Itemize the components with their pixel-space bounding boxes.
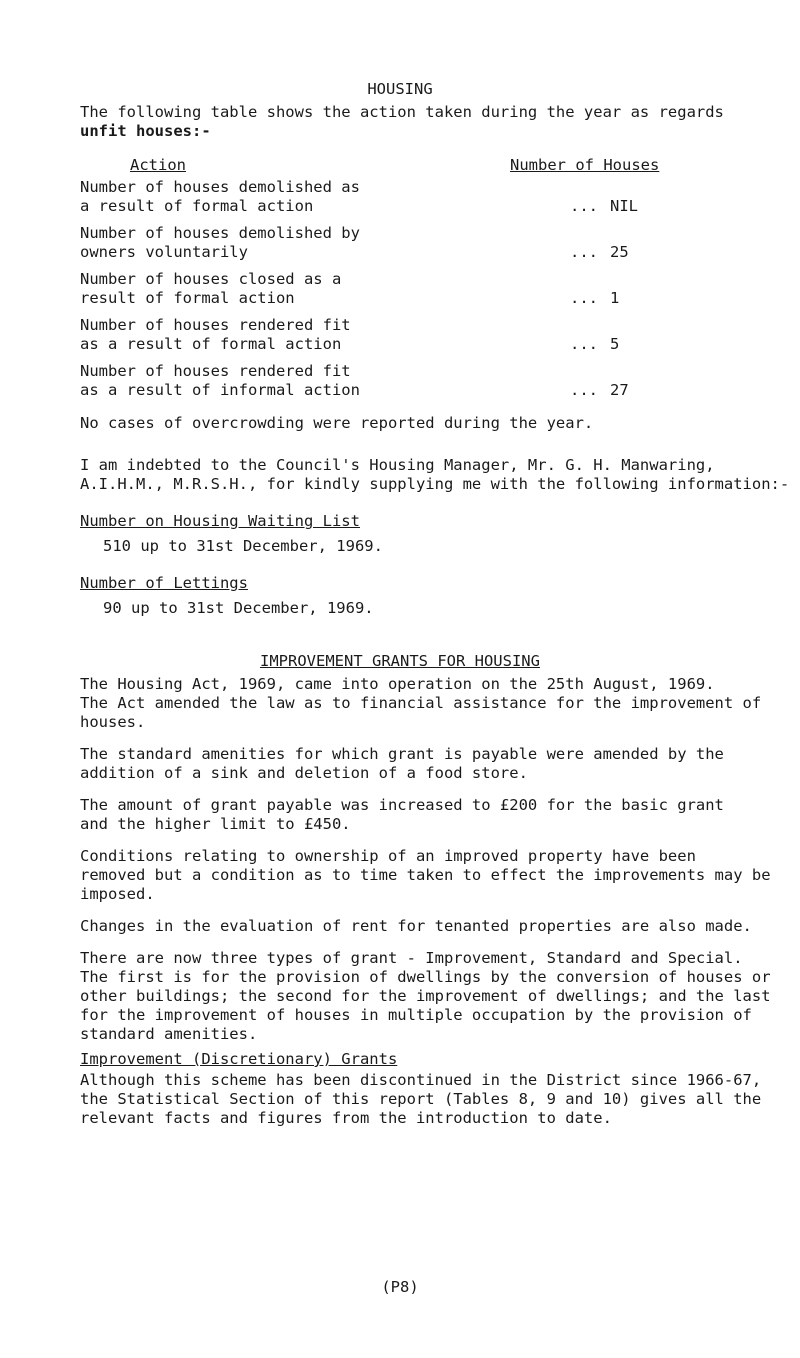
paragraph: There are now three types of grant - Improvement, Standard and Special. The first is for the provision of dwellings by the conversion of houses or other buildings; the second for the improvement of dwellings; and the last for the improvement of houses in multiple occupation by the provision of standard amenities. [80,949,771,1043]
lettings-value: 90 up to 31st December, 1969. [103,599,374,617]
overcrowding-statement: No cases of overcrowding were reported during the year. [80,414,594,432]
table-header-number: Number of Houses [510,156,660,174]
page-number: (P8) [381,1278,419,1296]
section-heading-grants: IMPROVEMENT GRANTS FOR HOUSING [260,652,540,670]
paragraph: Changes in the evaluation of rent for tenanted properties are also made. [80,917,752,935]
waiting-list-value: 510 up to 31st December, 1969. [103,537,383,555]
intro-line: unfit houses:- [80,122,211,140]
table-row-value: ... 1 [570,289,620,307]
acknowledgement: I am indebted to the Council's Housing Manager, Mr. G. H. Manwaring, A.I.H.M., M.R.S.H., for kindly supplying me with the following information:- [80,456,790,493]
table-row-value: ... 27 [570,381,629,399]
table-row-label: Number of houses closed as a result of formal action [80,270,342,307]
table-row-value: ... 25 [570,243,629,261]
page-title: HOUSING [367,80,433,98]
discretionary-paragraph: Although this scheme has been discontinued in the District since 1966-67, the Statistical Section of this report (Tables 8, 9 and 10) gives all the relevant facts and figures from the introduction to date. [80,1071,762,1127]
table-row-label: Number of houses demolished as a result of formal action [80,178,360,215]
paragraph: Conditions relating to ownership of an improved property have been removed but a condition as to time taken to effect the improvements may be imposed. [80,847,771,903]
table-row-label: Number of houses rendered fit as a result of formal action [80,316,351,353]
paragraph: The Housing Act, 1969, came into operation on the 25th August, 1969. The Act amended the law as to financial assistance for the improvement of houses. [80,675,762,731]
waiting-list-heading: Number on Housing Waiting List [80,512,360,530]
intro-paragraph [80,103,770,141]
lettings-heading: Number of Lettings [80,574,248,592]
discretionary-heading: Improvement (Discretionary) Grants [80,1050,398,1068]
paragraph: The standard amenities for which grant is payable were amended by the addition of a sink and deletion of a food store. [80,745,724,782]
table-row-value: ... NIL [570,197,638,215]
intro-line: The following table shows the action taken during the year as regards [80,103,724,121]
table-row-value: ... 5 [570,335,620,353]
table-header-action: Action [130,156,186,174]
table-row-label: Number of houses rendered fit as a result of informal action [80,362,360,399]
paragraph: The amount of grant payable was increased to £200 for the basic grant and the higher limit to £450. [80,796,724,833]
table-row-label: Number of houses demolished by owners voluntarily [80,224,360,261]
